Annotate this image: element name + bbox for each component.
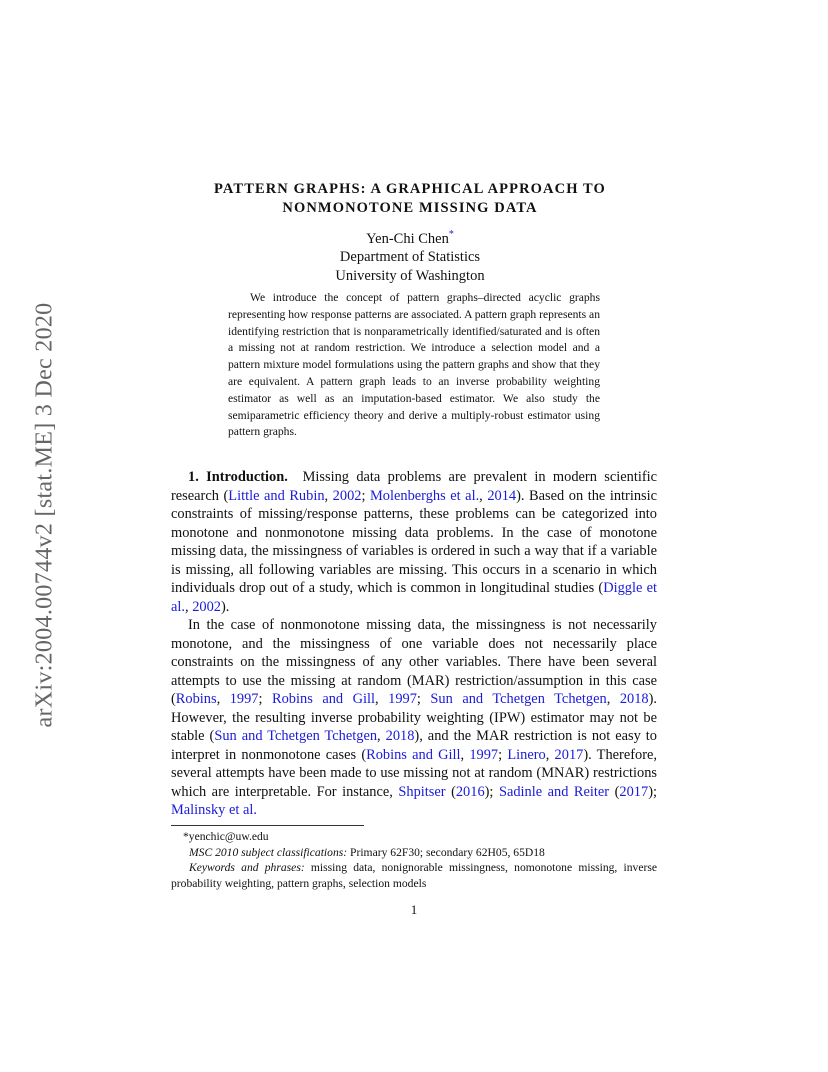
footnote-msc [171, 845, 657, 861]
citation-link[interactable]: Shpitser [398, 783, 446, 800]
citation-link[interactable]: 2017 [619, 783, 649, 800]
citation-link[interactable]: Malinsky et al. [171, 802, 257, 818]
citation-link[interactable]: 2016 [455, 783, 485, 800]
citation-link[interactable]: Sadinle and Reiter [498, 783, 610, 800]
arxiv-identifier-text: arXiv:2004.00744v2 [stat.ME] 3 Dec 2020 [31, 302, 58, 728]
citation-link[interactable]: 2018 [619, 691, 649, 707]
footnote-keywords [171, 860, 657, 891]
text-span: , [479, 487, 488, 504]
text-span: ). However, the resulting inverse probability weighting (IPW) estimator may not be stable ( [171, 691, 657, 744]
author-footnote-mark[interactable]: * [448, 229, 454, 240]
text-span: Missing data problems are prevalent in modern scientific research ( [171, 469, 657, 504]
text-span: , [606, 691, 620, 707]
text-span: ); [484, 783, 499, 800]
paper-title [160, 180, 660, 218]
citation-link[interactable]: Sun and Tchetgen Tchetgen [214, 728, 378, 744]
text-span: ). Based on the intrinsic constraints of missing/response patterns, these problems can be categorized into monotone and nonmonotone missing data problems. In the case of monotone missing data, the missingness of variables is ordered in such a way that if a variable is missing, all following variables are missing. This occurs in a scenario in which individuals drop out of a study, which is common in longitudinal studies ( [171, 487, 658, 596]
footnote-email: *yenchic@uw.edu [183, 830, 269, 843]
title-line-2: NONMONOTONE MISSING DATA [282, 200, 538, 216]
text-span: ; [361, 487, 371, 504]
keywords-label: Keywords and phrases: [189, 861, 305, 874]
citation-link[interactable]: 2017 [554, 746, 584, 763]
msc-label: MSC 2010 subject classifications: [189, 845, 348, 859]
citation-link[interactable]: 2018 [385, 728, 415, 744]
text-span: ). Therefore, several attempts have been made to use missing not at random (MNAR) restrictions which are interpretable. For instance, [171, 746, 657, 800]
abstract: We introduce the concept of pattern graphs–directed acyclic graphs representing how response patterns are associated. A pattern graph represents an identifying restriction that is nonparametrically identified/saturated and is often a missing not at random restriction. We introduce a selection model and a pattern mixture model formulations using the pattern graphs and show that they are equivalent. A pattern graph leads to an inverse probability weighting estimator as well as an imputation-based estimator. We also study the semiparametric efficiency theory and derive a multiply-robust estimator using pattern graphs. [228, 291, 600, 439]
text-span: ). [220, 598, 230, 615]
citation-link[interactable]: Linero [507, 746, 546, 763]
citation-link[interactable]: 1997 [229, 691, 259, 707]
text-span: ( [445, 783, 456, 800]
footnotes [171, 829, 657, 891]
text-span: , [216, 691, 230, 707]
text-span: , [375, 691, 389, 707]
text-span: In the case of nonmonotone missing data, the missingness is not necessarily monotone, and the missingness of one variable does not necessarily place constraints on the missingness of any other variables. There have been several attempts to use the missing at random (MAR) restriction/assumption in this case ( [171, 617, 657, 707]
author-name: Yen-Chi Chen [366, 230, 449, 247]
citation-link[interactable]: Little and Rubin [228, 487, 325, 504]
text-span: , [324, 487, 333, 504]
citation-link[interactable]: Robins [175, 691, 217, 707]
citation-link[interactable]: Robins and Gill [272, 691, 375, 707]
author-university: University of Washington [335, 267, 485, 284]
footnote-divider [171, 825, 364, 826]
text-span: , [545, 746, 555, 763]
text-span: ; [258, 691, 273, 707]
main-body [171, 468, 657, 820]
text-span: ); [648, 783, 657, 800]
citation-link[interactable]: 2014 [487, 487, 517, 504]
keywords-text: missing data, nonignorable missingness, nomonotone missing, inverse probability weighting, pattern graphs, selection models [171, 861, 657, 890]
arxiv-identifier [30, 300, 60, 730]
intro-paragraph-2 [171, 616, 657, 820]
author-name-line [160, 226, 660, 248]
text-span: ( [609, 783, 620, 800]
author-department: Department of Statistics [339, 249, 481, 266]
citation-link[interactable]: Robins and Gill [366, 746, 461, 763]
citation-link[interactable]: Molenberghs et al. [370, 487, 480, 504]
title-line-1: PATTERN GRAPHS: A GRAPHICAL APPROACH TO [214, 181, 606, 197]
section-heading: 1. Introduction. [188, 469, 288, 485]
text-span: , [184, 598, 193, 615]
text-span: ; [498, 746, 508, 763]
citation-link[interactable]: 1997 [388, 691, 417, 707]
text-span: ), and the MAR restriction is not easy to interpret in nonmonotone cases ( [171, 728, 657, 763]
author-block [160, 226, 660, 285]
text-span: ; [416, 691, 431, 707]
citation-link[interactable]: Diggle et al. [171, 580, 657, 615]
text-span: , [377, 728, 386, 744]
citation-link[interactable]: 2002 [332, 487, 362, 504]
citation-link[interactable]: 2002 [192, 598, 221, 615]
msc-text: Primary 62F30; secondary 62H05, 65D18 [347, 845, 545, 859]
citation-link[interactable]: Sun and Tchetgen Tchetgen [430, 691, 607, 707]
text-span: , [460, 746, 470, 763]
page-number: 1 [410, 902, 418, 917]
citation-link[interactable]: 1997 [469, 746, 499, 763]
intro-paragraph-1 [171, 468, 657, 616]
